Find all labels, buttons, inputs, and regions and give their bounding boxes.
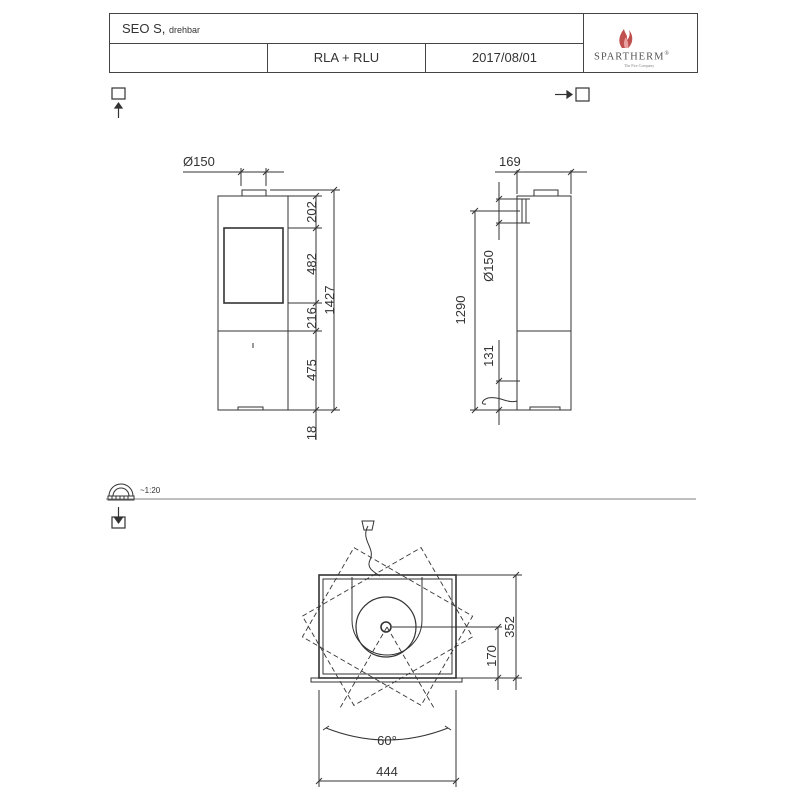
model-suffix: drehbar [168,25,201,35]
date-cell: 2017/08/01 [426,44,584,73]
top-dim-444: 444 [376,764,398,779]
front-dim-202: 202 [304,201,319,223]
front-dim-216: 216 [304,307,319,329]
side-view [470,169,587,425]
front-dim-475: 475 [304,359,319,381]
front-dim-1427: 1427 [322,285,337,315]
top-dim-170: 170 [484,645,499,667]
top-angle-60: 60° [377,733,397,748]
stove-body-side [517,196,571,410]
side-dim-131: 131 [481,345,496,367]
model-name: SEO S, [122,21,166,36]
front-dim-18: 18 [304,425,319,441]
flue-collar-side [534,190,558,196]
scale-ruler-icon [108,484,134,500]
side-view-icon [555,88,589,101]
top-view-icon [112,507,125,528]
side-dim-169: 169 [499,154,521,169]
front-dim-482: 482 [304,253,319,275]
variant-cell: RLA + RLU [268,44,426,73]
registered-mark: ® [664,51,670,57]
firebox-window-front [224,228,283,303]
side-flue-diameter: Ø150 [481,250,496,282]
flue-collar-front [242,190,266,196]
scale-label: ~1:20 [140,486,161,495]
top-dim-352: 352 [502,616,517,638]
brand-tagline: The Fire Company [624,63,655,68]
brand-name: SPARTHERM [594,51,665,63]
side-dim-1290: 1290 [453,295,468,325]
front-view-icon [112,88,125,118]
front-flue-diameter: Ø150 [183,154,215,169]
